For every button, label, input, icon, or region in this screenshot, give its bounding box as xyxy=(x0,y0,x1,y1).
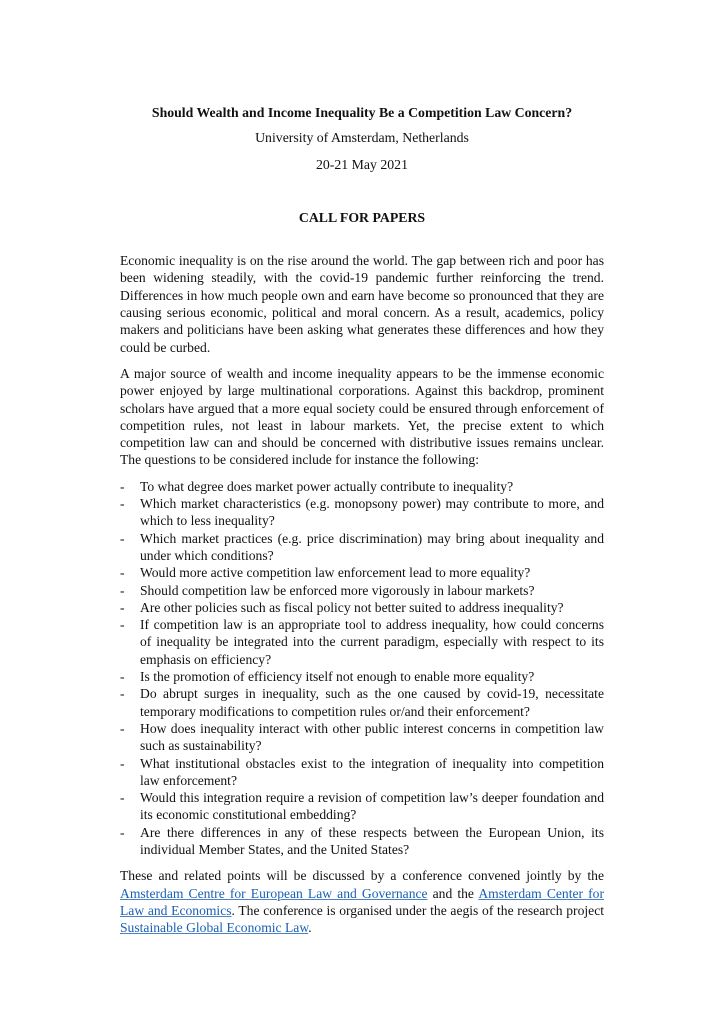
bullet-dash: - xyxy=(120,790,125,806)
bullet-dash: - xyxy=(120,755,125,771)
list-item: - To what degree does market power actually contribute to inequality? xyxy=(120,478,514,494)
document-title: Should Wealth and Income Inequality Be a Competition Law Concern? xyxy=(151,105,573,120)
list-item: - If competition law is an appropriate tool to address inequality, how could concerns of inequality be integrated into the current paradigm, especially with respect to its emphasis on efficiency? xyxy=(120,617,604,667)
list-item: - Should competition law be enforced more vigorously in labour markets? xyxy=(120,582,535,598)
link-acelg[interactable]: Amsterdam Centre for European Law and Governance xyxy=(120,885,428,901)
list-item: - How does inequality interact with other public interest concerns in competition law such as sustainability? xyxy=(120,720,604,754)
bullet-dash: - xyxy=(120,824,125,840)
link-sgel-project[interactable]: Sustainable Global Economic Law xyxy=(120,920,309,936)
bullet-dash: - xyxy=(120,530,125,546)
bullet-dash: - xyxy=(120,599,125,615)
list-item: - Do abrupt surges in inequality, such as the one caused by covid-19, necessitate temporary modifications to competition rules or/and their enforcement? xyxy=(120,686,604,719)
bullet-dash: - xyxy=(120,582,125,598)
intro-paragraph: Economic inequality is on the rise around the world. The gap between rich and poor has been widening steadily, with the covid-19 pandemic further reinforcing the trend. Differences in how much people own and earn have become so pronounced that they are causing serious economic, political and moral concern. As a result, academics, policy makers and politicians have been asking what generates these differences and how they could be curbed. xyxy=(120,253,604,355)
bullet-dash: - xyxy=(120,496,125,512)
section-heading: CALL FOR PAPERS xyxy=(298,209,426,225)
bullet-dash: - xyxy=(120,565,125,581)
questions-list xyxy=(120,478,604,859)
bullet-dash: - xyxy=(120,686,125,702)
venue: University of Amsterdam, Netherlands xyxy=(255,130,469,146)
closing-paragraph: These and related points will be discussed by a conference convened jointly by the Amsterdam Centre for European Law and Governance and the Amsterdam Center for Law and Economics. The conference is organised under the aegis of the research project Sustainable Global Economic Law. xyxy=(120,868,605,936)
bullet-dash: - xyxy=(120,617,125,633)
document-page xyxy=(120,104,604,936)
list-item: - Are there differences in any of these respects between the European Union, its individual Member States, and the United States? xyxy=(120,824,604,857)
list-item: - Is the promotion of efficiency itself not enough to enable more equality? xyxy=(120,669,535,685)
list-item: - Are other policies such as fiscal policy not better suited to address inequality? xyxy=(120,599,564,615)
list-item: - Which market characteristics (e.g. monopsony power) may contribute to more, and which to less inequality? xyxy=(120,496,604,529)
list-item: - Which market practices (e.g. price discrimination) may bring about inequality and under which conditions? xyxy=(120,530,604,563)
list-item: - Would this integration require a revision of competition law’s deeper foundation and its economic constitutional embedding? xyxy=(120,790,604,823)
bullet-dash: - xyxy=(120,669,125,685)
list-item: - What institutional obstacles exist to the integration of inequality into competition law enforcement? xyxy=(120,755,604,788)
context-paragraph: A major source of wealth and income inequality appears to be the immense economic power enjoyed by large multinational corporations. Against this backdrop, prominent scholars have argued that a more equal society could be ensured through enforcement of competition rules, not least in labour markets. Yet, the precise extent to which competition law can and should be concerned with distributive issues remains unclear. The questions to be considered include for instance the following: xyxy=(120,365,604,468)
bullet-dash: - xyxy=(120,720,125,736)
list-item: - Would more active competition law enforcement lead to more equality? xyxy=(120,565,531,581)
bullet-dash: - xyxy=(120,478,125,494)
link-acle[interactable]: Amsterdam Center for Law and Economics xyxy=(120,885,604,918)
event-date: 20-21 May 2021 xyxy=(316,156,408,172)
